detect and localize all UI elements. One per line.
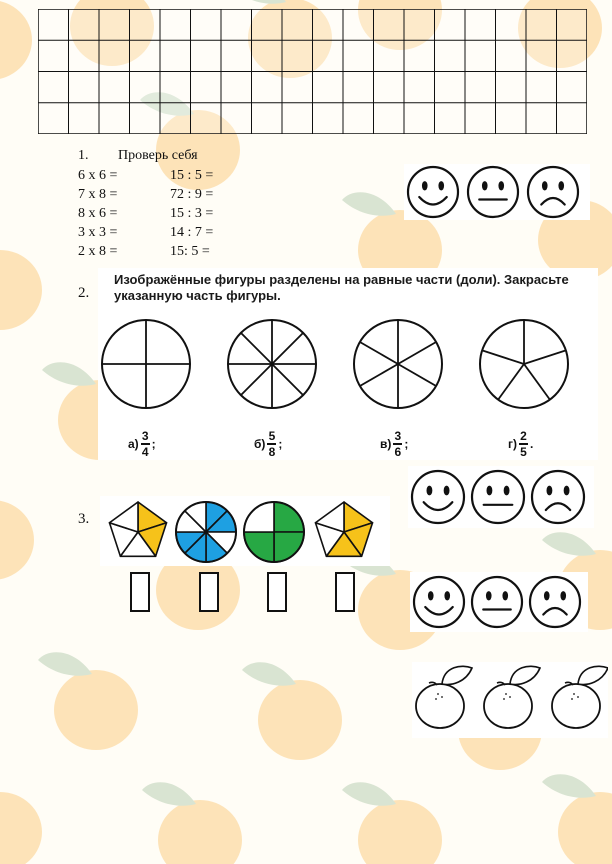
answer-box-2[interactable] bbox=[199, 572, 219, 612]
shaded-circle-figure bbox=[176, 502, 236, 562]
task2-number: 2. bbox=[78, 285, 90, 301]
orange-outline-icon[interactable] bbox=[552, 666, 608, 728]
sad-face-icon[interactable] bbox=[532, 471, 584, 523]
fraction-3-4 bbox=[141, 430, 150, 458]
answer-box-4[interactable] bbox=[335, 572, 355, 612]
task1-number: 1. bbox=[78, 148, 89, 163]
sad-face-icon[interactable] bbox=[530, 577, 580, 627]
task2-heading: Изображённые фигуры разделены на равные части (доли). Закрасьте указанную часть фигуры. bbox=[114, 272, 569, 303]
task1-left-1: 7 х 8 = bbox=[78, 187, 118, 202]
label-suffix: ; bbox=[404, 436, 409, 451]
label-suffix: . bbox=[530, 436, 534, 451]
denominator: 5 bbox=[520, 444, 527, 459]
answer-box-1[interactable] bbox=[130, 572, 150, 612]
task2-card bbox=[98, 268, 598, 460]
denominator: 8 bbox=[268, 444, 276, 459]
label-prefix: в) bbox=[380, 436, 392, 451]
task1-right-4: 15: 5 = bbox=[170, 244, 210, 259]
label-prefix: а) bbox=[128, 436, 139, 451]
fraction-circle-6-parts[interactable] bbox=[354, 320, 442, 408]
task1-right-1: 72 : 9 = bbox=[170, 187, 214, 202]
neutral-face-icon[interactable] bbox=[472, 577, 522, 627]
happy-face-icon[interactable] bbox=[412, 471, 464, 523]
answer-box-3[interactable] bbox=[267, 572, 287, 612]
task1-left-0: 6 х 6 = bbox=[78, 168, 118, 183]
task3-shapes bbox=[100, 496, 390, 566]
task1-left-3: 3 х 3 = bbox=[78, 225, 118, 240]
smiley-set-1 bbox=[404, 164, 590, 220]
smiley-set-3 bbox=[410, 572, 588, 632]
shaded-pentagon-figure bbox=[109, 502, 166, 556]
sad-face-icon[interactable] bbox=[528, 167, 578, 217]
label-prefix: б) bbox=[254, 436, 266, 451]
denominator: 4 bbox=[141, 444, 149, 459]
orange-outline-icon[interactable] bbox=[484, 666, 540, 728]
task1-right-2: 15 : 3 = bbox=[170, 206, 214, 221]
fraction-circle-5-parts[interactable] bbox=[480, 320, 568, 408]
neutral-face-icon[interactable] bbox=[472, 471, 524, 523]
label-prefix: г) bbox=[508, 436, 517, 451]
label-suffix: ; bbox=[278, 436, 283, 451]
task1-right-3: 14 : 7 = bbox=[170, 225, 214, 240]
fraction-5-8 bbox=[267, 430, 276, 458]
smiley-set-2 bbox=[408, 466, 594, 528]
shaded-pentagon-figure bbox=[315, 502, 372, 556]
task1-left-2: 8 х 6 = bbox=[78, 206, 118, 221]
orange-outlines bbox=[412, 662, 608, 738]
numerator: 5 bbox=[268, 429, 276, 443]
task1-title: Проверь себя bbox=[118, 148, 198, 163]
fraction-label-c bbox=[380, 430, 408, 458]
shaded-circle-figure bbox=[244, 502, 304, 562]
fraction-label-d bbox=[508, 430, 533, 458]
fraction-label-a bbox=[128, 430, 156, 458]
numerator: 2 bbox=[520, 429, 527, 443]
task3-card bbox=[100, 496, 390, 566]
numerator: 3 bbox=[141, 429, 149, 443]
happy-face-icon[interactable] bbox=[414, 577, 464, 627]
task2-circles bbox=[98, 316, 598, 416]
fraction-circle-8-parts[interactable] bbox=[228, 320, 316, 408]
task1-left-4: 2 х 8 = bbox=[78, 244, 118, 259]
numerator: 3 bbox=[394, 429, 402, 443]
answer-grid[interactable] bbox=[38, 9, 587, 134]
task3-number: 3. bbox=[78, 511, 90, 527]
label-suffix: ; bbox=[151, 436, 156, 451]
fraction-3-6 bbox=[393, 430, 402, 458]
fraction-2-5 bbox=[519, 430, 528, 458]
fraction-label-b bbox=[254, 430, 282, 458]
task1-right-0: 15 : 5 = bbox=[170, 168, 214, 183]
happy-face-icon[interactable] bbox=[408, 167, 458, 217]
fraction-circle-4-parts[interactable] bbox=[102, 320, 190, 408]
orange-outline-icon[interactable] bbox=[416, 666, 472, 728]
denominator: 6 bbox=[394, 444, 402, 459]
neutral-face-icon[interactable] bbox=[468, 167, 518, 217]
